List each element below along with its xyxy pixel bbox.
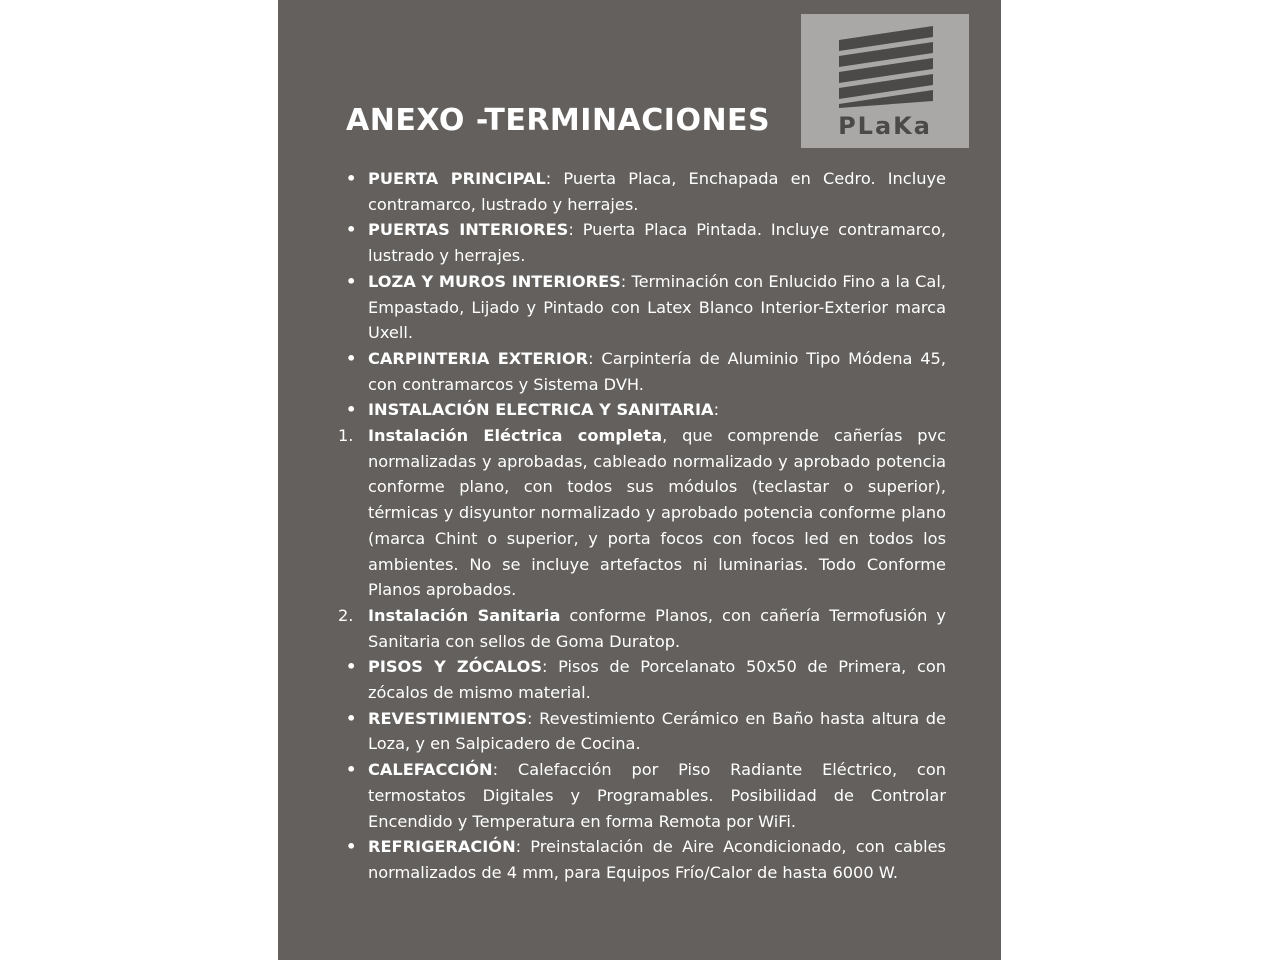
item-label: PUERTA PRINCIPAL xyxy=(368,169,546,188)
bullet-marker: • xyxy=(346,708,357,728)
list-item xyxy=(346,217,946,268)
item-text: conforme Planos, con cañería Termofusión y Sanitaria con sellos de Goma Duratop. xyxy=(368,605,946,651)
item-label: CALEFACCIÓN xyxy=(368,760,493,780)
item-label: REFRIGERACIÓN xyxy=(368,837,516,857)
item-text: : Puerta Placa Pintada. Incluye contramarco, lustrado y herrajes. xyxy=(368,220,947,266)
list-item xyxy=(346,654,946,705)
item-text: : Calefacción por Piso Radiante Eléctrico, con termostatos Digitales y Programables. Posibilidad de Controlar Encendido y Temperatura en forma Remota por WiFi. xyxy=(368,760,946,831)
item-text: : Preinstalación de Aire Acondicionado, con cables normalizados de 4 mm, para Equipos Frío/Calor de hasta 6000 W. xyxy=(368,837,946,882)
item-label: PUERTAS INTERIORES xyxy=(368,220,569,240)
logo-text: PLaKa xyxy=(838,112,932,140)
item-label: Instalación Sanitaria xyxy=(368,605,561,625)
finishes-list xyxy=(338,166,947,886)
list-item xyxy=(346,166,946,217)
list-item xyxy=(346,397,946,423)
bullet-marker: • xyxy=(346,760,357,780)
bullet-marker: • xyxy=(346,271,357,291)
item-label: INSTALACIÓN ELECTRICA Y SANITARIA xyxy=(368,400,714,420)
item-text: : Carpintería de Aluminio Tipo Módena 45, con contramarcos y Sistema DVH. xyxy=(368,348,946,394)
item-label: REVESTIMIENTOS xyxy=(368,708,528,728)
list-item xyxy=(338,603,946,654)
bullet-marker: • xyxy=(346,169,357,188)
item-label: LOZA Y MUROS INTERIORES xyxy=(368,271,621,291)
list-item xyxy=(346,706,946,757)
item-text: : Terminación con Enlucido Fino a la Cal, Empastado, Lijado y Pintado con Latex Blanco Interior-Exterior marca Uxell. xyxy=(368,271,946,343)
item-label: CARPINTERIA EXTERIOR xyxy=(368,348,589,368)
bullet-marker: • xyxy=(346,400,357,420)
page-title: ANEXO -TERMINACIONES xyxy=(346,103,771,138)
item-label: Instalación Eléctrica completa xyxy=(368,426,663,446)
item-text: , que comprende cañerías pvc normalizadas y aprobadas, cableado normalizado y aprobado potencia conforme plano, con todos sus módulos (teclastar o superior), térmicas y disyuntor normalizado y aprobado potencia conforme plano (marca Chint o superior, y porta focos con focos led en todos los ambientes. No se incluye artefactos ni luminarias. Todo Conforme Planos aprobados. xyxy=(368,426,946,600)
list-item xyxy=(346,346,946,397)
list-item xyxy=(346,269,946,346)
list-item xyxy=(346,757,946,834)
item-label: PISOS Y ZÓCALOS xyxy=(368,657,542,677)
building-stack-icon xyxy=(839,24,933,108)
list-item xyxy=(338,423,946,603)
list-item xyxy=(346,834,946,885)
item-text: : Revestimiento Cerámico en Baño hasta altura de Loza, y en Salpicadero de Cocina. xyxy=(368,708,946,754)
bullet-marker: • xyxy=(346,657,357,677)
item-text: : Puerta Placa, Enchapada en Cedro. Incluye contramarco, lustrado y herrajes. xyxy=(368,169,946,214)
item-text: : Pisos de Porcelanato 50x50 de Primera, con zócalos de mismo material. xyxy=(368,657,947,703)
number-marker: 1. xyxy=(338,426,354,446)
number-marker: 2. xyxy=(338,605,354,625)
bullet-marker: • xyxy=(346,837,357,857)
item-text: : xyxy=(713,400,720,420)
plaka-logo xyxy=(801,14,969,148)
bullet-marker: • xyxy=(346,348,357,368)
bullet-marker: • xyxy=(346,220,357,240)
document-page xyxy=(278,0,1001,960)
